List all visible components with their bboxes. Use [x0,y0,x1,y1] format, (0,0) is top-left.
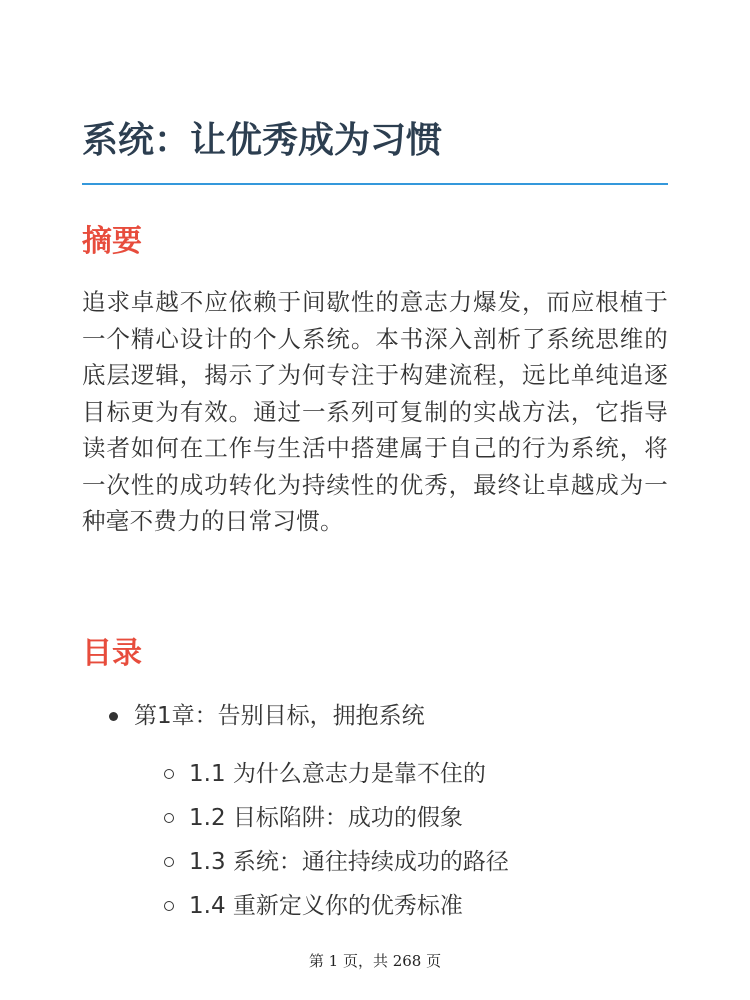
toc-section-label: 1.3 系统：通往持续成功的路径 [189,849,509,875]
toc-section-list [82,756,668,932]
document-title: 系统：让优秀成为习惯 [82,120,443,161]
toc-chapter-label: 第1章：告别目标，拥抱系统 [134,703,425,729]
document-page [82,0,668,1000]
toc-section-label: 1.4 重新定义你的优秀标准 [189,893,463,919]
disc-bullet-icon [109,712,118,721]
toc-section-item [82,888,668,932]
abstract-paragraph: 追求卓越不应依赖于间歇性的意志力爆发，而应根植于一个精心设计的个人系统。本书深入剖析了系统思维的底层逻辑，揭示了为何专注于构建流程，远比单纯追逐目标更为有效。通过一系列可复制的实战方法，它指导读者如何在工作与生活中搭建属于自己的行为系统，将一次性的成功转化为持续性的优秀，最终让卓越成为一种毫不费力的日常习惯。 [82,288,668,535]
toc-chapter-1-sections [82,738,668,919]
toc-section-item [82,800,668,844]
circle-bullet-icon [164,857,174,867]
page-number-footer: 第 1 页，共 268 页 [308,952,442,970]
toc-list [82,698,668,919]
circle-bullet-icon [164,813,174,823]
toc-heading: 目录 [82,636,142,671]
abstract-heading: 摘要 [82,224,142,259]
toc-section-label: 1.1 为什么意志力是靠不住的 [189,761,486,787]
circle-bullet-icon [164,769,174,779]
toc-section-item [82,756,668,800]
title-divider [82,183,668,185]
toc-section-item [82,844,668,888]
toc-chapter-1 [82,698,668,738]
toc-section-label: 1.2 目标陷阱：成功的假象 [189,805,463,831]
circle-bullet-icon [164,901,174,911]
